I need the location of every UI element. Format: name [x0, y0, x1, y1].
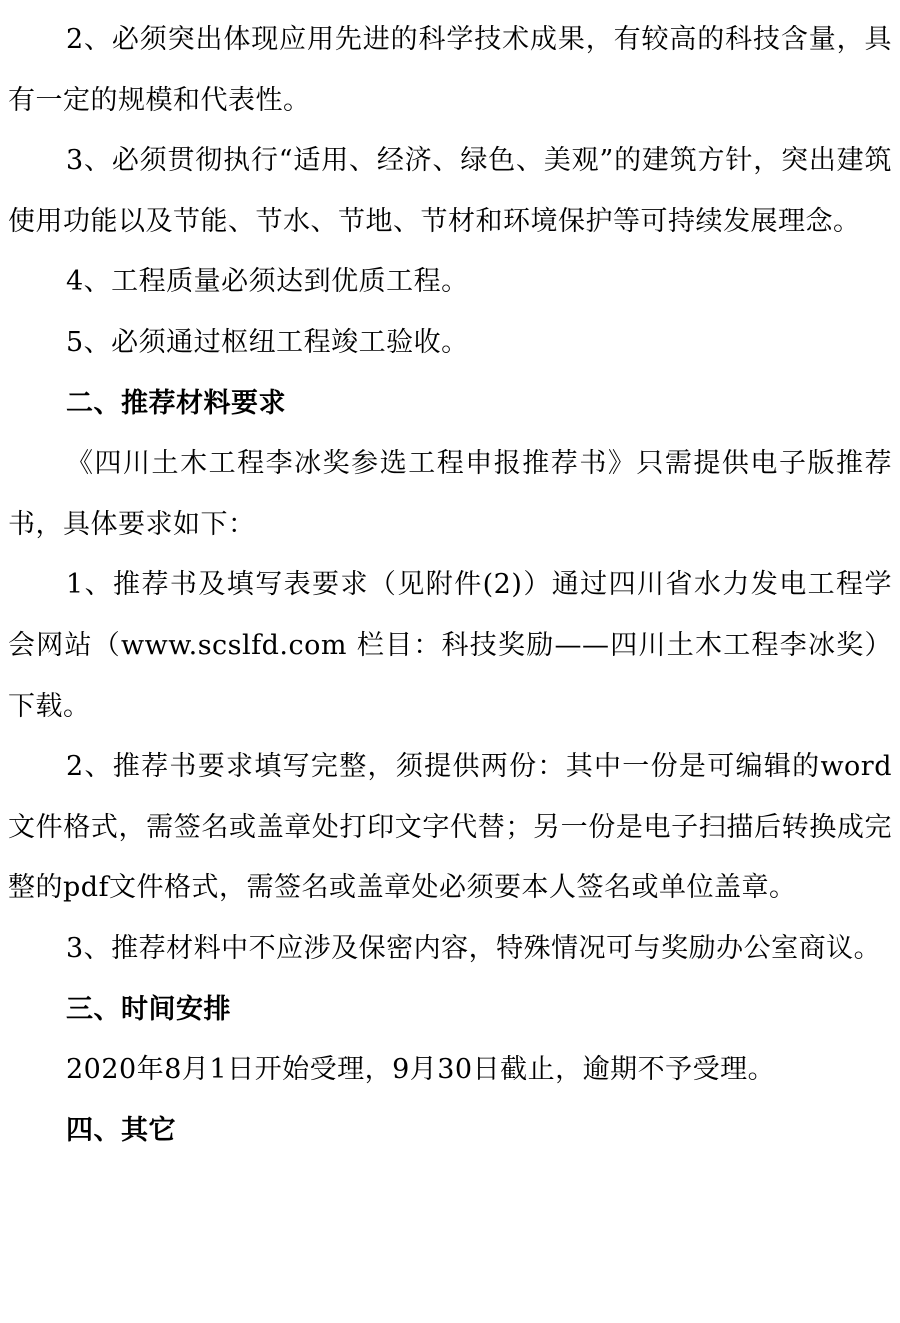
requirement-item-4: 4、工程质量必须达到优质工程。: [66, 266, 469, 298]
section-heading-other: 四、其它: [66, 1114, 176, 1146]
section-heading-schedule: 三、时间安排: [66, 993, 231, 1025]
schedule-text: 2020年8月1日开始受理，9月30日截止，逾期不予受理。: [66, 1054, 776, 1086]
requirement-item-5: 5、必须通过枢纽工程竣工验收。: [66, 326, 469, 358]
materials-item-3: 3、推荐材料中不应涉及保密内容，特殊情况可与奖励办公室商议。: [66, 932, 882, 964]
requirement-item-3: 3、必须贯彻执行“适用、经济、绿色、美观”的建筑方针，突出建筑使用功能以及节能、节水、节地、节材和环境保护等可持续发展理念。: [8, 145, 892, 237]
materials-intro: 《四川土木工程李冰奖参选工程申报推荐书》只需提供电子版推荐书，具体要求如下：: [8, 448, 892, 540]
materials-item-2: 2、推荐书要求填写完整，须提供两份：其中一份是可编辑的word文件格式，需签名或盖章处打印文字代替；另一份是电子扫描后转换成完整的pdf文件格式，需签名或盖章处必须要本人签名或单位盖章。: [8, 751, 892, 904]
section-heading-materials: 二、推荐材料要求: [66, 387, 286, 419]
requirement-item-2: 2、必须突出体现应用先进的科学技术成果，有较高的科技含量，具有一定的规模和代表性。: [8, 24, 892, 116]
materials-item-1: 1、推荐书及填写表要求（见附件(2)）通过四川省水力发电工程学会网站（www.scslfd.com 栏目：科技奖励——四川土木工程李冰奖）下载。: [8, 569, 892, 722]
